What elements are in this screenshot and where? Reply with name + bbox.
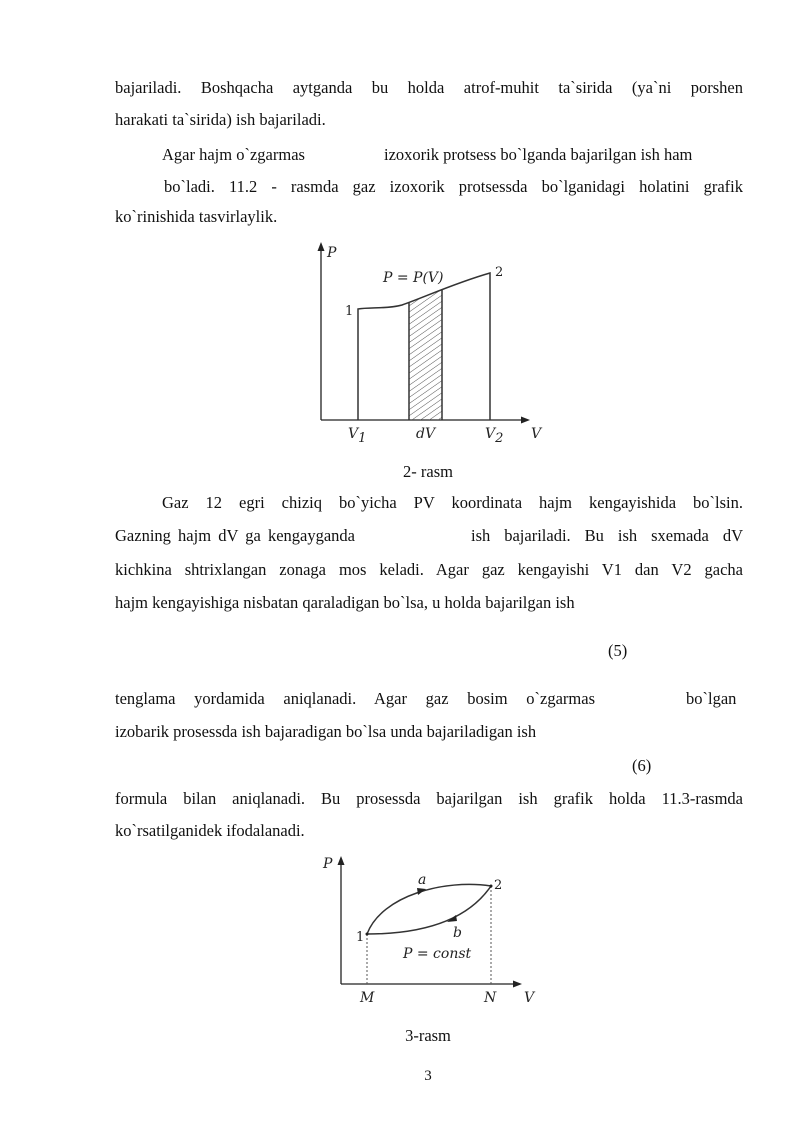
point-2-label: 2 xyxy=(495,265,504,280)
text-line: ko`rinishida tasvirlaylik. xyxy=(115,207,278,226)
text-line: Agar hajm o`zgarmas xyxy=(162,145,305,164)
text-line: Gaz 12 egri chiziq bo`yicha PV koordinata hajm kengayishida bo`lsin. xyxy=(162,493,743,512)
arrow-a-icon xyxy=(417,888,426,895)
equation-number: (6) xyxy=(632,756,652,775)
text-line: hajm kengayishiga nisbatan qaraladigan bo`lsa, u holda bajarilgan ish xyxy=(115,593,575,612)
curve-label: P = P(V) xyxy=(383,270,444,286)
figure-caption: 2- rasm xyxy=(403,462,453,481)
text-line: Gazning hajm dV ga kengayganda xyxy=(115,526,355,545)
n-label: N xyxy=(484,990,497,1006)
curve-a-label: a xyxy=(418,872,427,888)
text-line: izobarik prosessda ish bajaradigan bo`lsa unda bajariladigan ish xyxy=(115,722,537,741)
v2-label: V2 xyxy=(485,426,504,446)
equation-number: (5) xyxy=(608,641,628,660)
p-axis-label: P xyxy=(323,856,333,872)
text-line: bo`ladi. 11.2 - rasmda gaz izoxorik protsessda bo`lganidagi holatini grafik xyxy=(164,177,743,196)
arrow-b-icon xyxy=(447,915,457,922)
text-line: ko`rsatilganidek ifodalanadi. xyxy=(115,821,305,840)
text-line: kichkina shtrixlangan zonaga mos keladi. Agar gaz kengayishi V1 dan V2 gacha xyxy=(115,560,743,579)
text-line: formula bilan aniqlanadi. Bu prosessda bajarilgan ish grafik holda 11.3-rasmda xyxy=(115,789,743,808)
v-axis-label: V xyxy=(524,990,535,1006)
text-line: ish bajariladi. Bu ish sxemada dV xyxy=(471,526,743,545)
text-line: harakati ta`sirida) ish bajariladi. xyxy=(115,110,326,129)
point-1-label: 1 xyxy=(356,930,365,945)
v1-label: V1 xyxy=(348,426,367,446)
text-line: bo`lgan xyxy=(686,689,737,708)
text-line: tenglama yordamida aniqlanadi. Agar gaz bosim o`zgarmas xyxy=(115,689,595,708)
page-number: 3 xyxy=(424,1068,432,1084)
text-line: bajariladi. Boshqacha aytganda bu holda atrof-muhit ta`sirida (ya`ni porshen xyxy=(115,78,743,97)
const-label: P = const xyxy=(403,946,472,962)
text-line: izoxorik protsess bo`lganda bajarilgan ish ham xyxy=(384,145,693,164)
point-2-label: 2 xyxy=(494,878,503,893)
point-1-label: 1 xyxy=(345,304,354,319)
curve-b-label: b xyxy=(453,925,462,941)
v-axis-label: V xyxy=(531,426,542,442)
dv-label: dV xyxy=(416,426,436,442)
figure-caption: 3-rasm xyxy=(405,1026,451,1045)
p-axis-label: P xyxy=(327,245,337,261)
m-label: M xyxy=(360,990,375,1006)
axes xyxy=(338,856,523,988)
